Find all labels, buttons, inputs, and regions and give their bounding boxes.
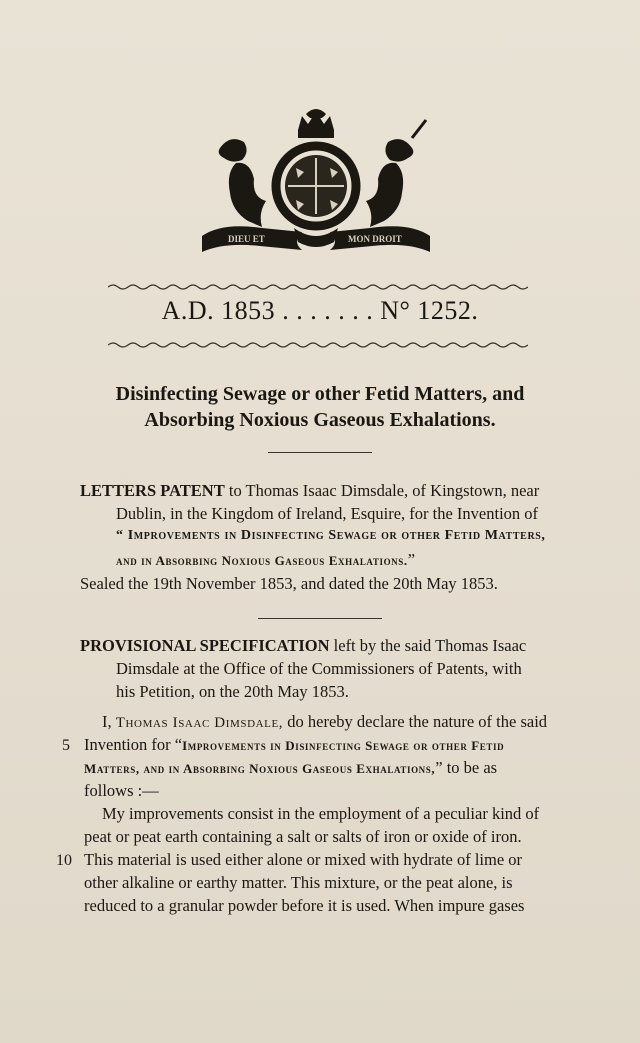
sealed-line: Sealed the 19th November 1853, and dated the 20th May 1853. (80, 574, 498, 593)
provisional-line-3: his Petition, on the 20th May 1853. (116, 682, 349, 701)
body-line-6: peat or peat earth containing a salt or salts of iron or oxide of iron. (84, 827, 522, 846)
body-l1-rest: do hereby declare the nature of the said (283, 712, 548, 731)
ad-dots: . . . . . . . (282, 296, 374, 325)
title-line-2: Absorbing Noxious Gaseous Exhalations. (144, 409, 496, 431)
provisional-text-1: left by the said Thomas Isaac (329, 636, 527, 655)
body-l1-start: I, (102, 712, 116, 731)
royal-coat-of-arms (198, 108, 434, 258)
section-rule (258, 618, 382, 619)
provisional-line-1 (80, 636, 526, 656)
title-line-1: Disinfecting Sewage or other Fetid Matters, and (115, 383, 525, 405)
patent-number: N° 1252. (380, 296, 479, 325)
line-number-5: 5 (62, 737, 70, 754)
body-l2-start: Invention for “ (84, 735, 183, 754)
ornamental-rule-bottom (108, 340, 528, 350)
letters-patent-sc-4: and in Absorbing Noxious Gaseous Exhalations. (116, 553, 408, 568)
line-number-10: 10 (56, 852, 72, 869)
body-l1-name: Thomas Isaac Dimsdale, (115, 715, 284, 731)
body-l2-sc: Improvements in Disinfecting Sewage or other Fetid (182, 738, 505, 753)
body-line-4: follows :— (84, 781, 159, 800)
body-line-8: other alkaline or earthy matter. This mixture, or the peat alone, is (84, 873, 513, 892)
body-line-5: My improvements consist in the employment of a peculiar kind of (102, 804, 540, 823)
letters-patent-text-1: to Thomas Isaac Dimsdale, of Kingstown, near (224, 481, 540, 500)
letters-patent-line-3: “ Improvements in Disinfecting Sewage or other Fetid Matters, (116, 528, 546, 543)
body-line-1 (102, 712, 547, 732)
ornamental-rule-top (108, 282, 528, 292)
ad-number-line (0, 296, 640, 326)
body-line-2 (84, 735, 504, 755)
ad-year: A.D. 1853 (161, 296, 276, 325)
letters-patent-line-2: Dublin, in the Kingdom of Ireland, Esquire, for the Invention of (116, 504, 539, 523)
motto-left-text: DIEU ET (228, 234, 265, 244)
letters-patent-lead: LETTERS PATENT (80, 481, 225, 500)
letters-patent-line-4 (116, 550, 415, 570)
provisional-line-2: Dimsdale at the Office of the Commissioners of Patents, with (116, 659, 522, 678)
letters-patent-end-4: ” (407, 550, 416, 569)
body-line-7: This material is used either alone or mixed with hydrate of lime or (84, 850, 523, 869)
body-line-9: reduced to a granular powder before it is used. When impure gases (84, 896, 525, 915)
motto-right-text: MON DROIT (348, 234, 402, 244)
body-l3-sc: Matters, and in Absorbing Noxious Gaseous Exhalations, (84, 761, 436, 776)
provisional-lead: PROVISIONAL SPECIFICATION (80, 636, 330, 655)
title-rule (268, 452, 372, 453)
body-l3-end: ” to be as (435, 758, 498, 777)
document-title (60, 381, 580, 433)
letters-patent-line-1 (80, 481, 539, 501)
body-line-3 (84, 758, 497, 778)
